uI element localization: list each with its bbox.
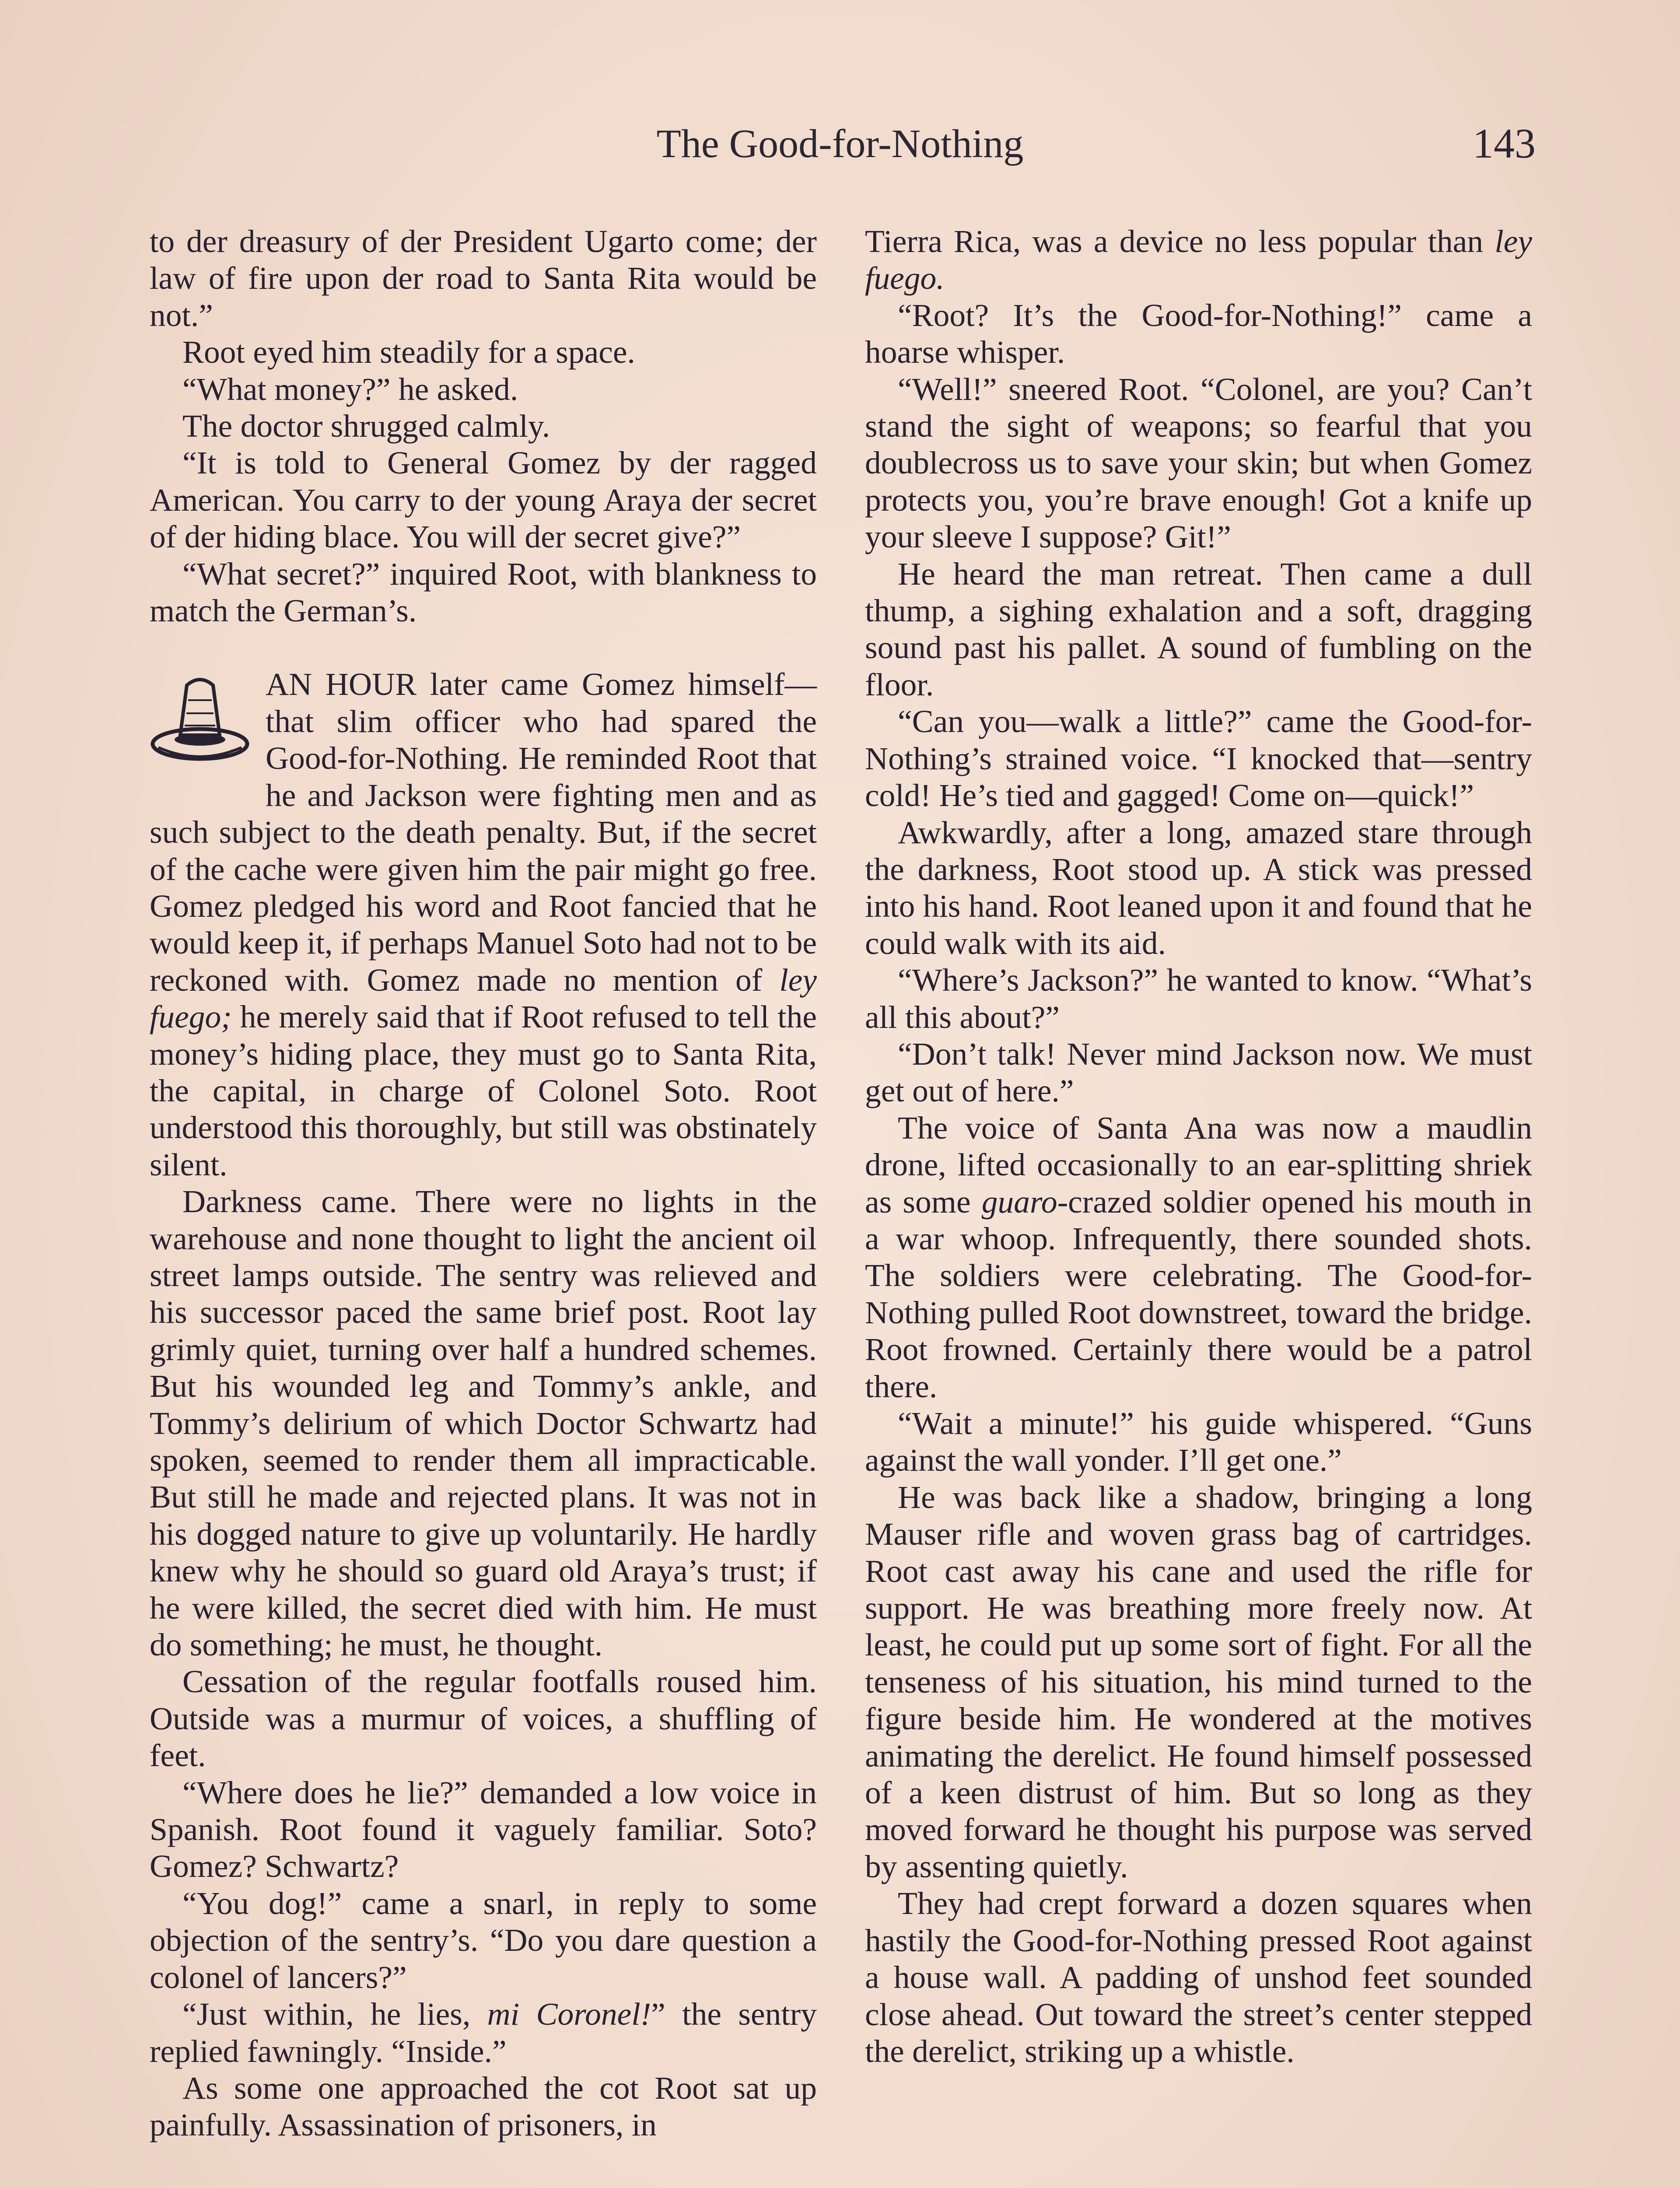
paragraph: to der dreasury of der President Ugarto come; der law of fire upon der road to Santa Rita would be not.” <box>150 224 817 333</box>
paragraph: As some one approached the cot Root sat up painfully. Assassination of prisoners, in <box>150 2070 817 2143</box>
left-column <box>150 223 817 2144</box>
paragraph: “Where does he lie?” demanded a low voice in Spanish. Root found it vaguely familiar. Soto? Gomez? Schwartz? <box>150 1774 817 1884</box>
paragraph: The voice of Santa Ana was now a maudlin drone, lifted occasionally to an ear-splitting shriek as some guaro-crazed soldier opened his mouth in a war whoop. Infrequently, there sounded shots. The soldiers were celebrating. The Good-for-Nothing pulled Root downstreet, toward the bridge. Root frowned. Certainly there would be a patrol there. <box>865 1110 1532 1404</box>
right-column <box>865 223 1532 2070</box>
paragraph: “What secret?” inquired Root, with blankness to match the German’s. <box>150 556 817 629</box>
paragraph: Darkness came. There were no lights in the warehouse and none thought to light the ancient oil street lamps outside. The sentry was relieved and his successor paced the same brief post. Root lay grimly quiet, turning over half a hundred schemes. But his wounded leg and Tommy’s ankle, and Tommy’s delirium of which Doctor Schwartz had spoken, seemed to render them all impracticable. But still he made and rejected plans. It was not in his dogged nature to give up voluntarily. He hardly knew why he should so guard old Araya’s trust; if he were killed, the secret died with him. He must do something; he must, he thought. <box>150 1184 817 1663</box>
paragraph: Root eyed him steadily for a space. <box>182 334 635 370</box>
sombrero-icon <box>150 670 250 780</box>
paragraph: The doctor shrugged calmly. <box>182 408 550 444</box>
paragraph: “It is told to General Gomez by der ragged American. You carry to der young Araya der secret of der hiding blace. You will der secret give?” <box>150 445 817 555</box>
lead-words: AN HOUR <box>266 666 417 702</box>
page-number: 143 <box>1473 120 1536 167</box>
paragraph-with-dropcap: AN HOUR later came Gomez himself—that slim officer who had spared the Good-for-Nothing. He reminded Root that he and Jackson were fighting men and as such subject to the death penalty. But, if the secret of the cache were given him the pair might go free. Gomez pledged his word and Root fancied that he would keep it, if perhaps Manuel Soto had not to be reckoned with. Gomez made no mention of ley fuego; he merely said that if Root refused to tell the money’s hiding place, they must go to Santa Rita, the capital, in charge of Colonel Soto. Root understood this thoroughly, but still was obstinately silent. <box>150 666 817 1182</box>
paragraph: “Root? It’s the Good-for-Nothing!” came a hoarse whisper. <box>865 297 1532 370</box>
paragraph: He heard the man retreat. Then came a dull thump, a sighing exhalation and a soft, dragging sound past his pallet. A sound of fumbling on the floor. <box>865 556 1532 702</box>
paragraph: “What money?” he asked. <box>182 371 518 407</box>
paragraph: “Where’s Jackson?” he wanted to know. “What’s all this about?” <box>865 962 1532 1035</box>
paragraph: “Well!” sneered Root. “Colonel, are you? Can’t stand the sight of weapons; so fearful that you doublecross us to save your skin; but when Gomez protects you, you’re brave enough! Got a knife up your sleeve I suppose? Git!” <box>865 371 1532 555</box>
paragraph: Tierra Rica, was a device no less popular than ley fuego. <box>865 224 1532 296</box>
paragraph: He was back like a shadow, bringing a long Mauser rifle and woven grass bag of cartridges. Root cast away his cane and used the rifle for support. He was breathing more freely now. At least, he could put up some sort of fight. For all the tenseness of his situation, his mind turned to the figure beside him. He wondered at the motives animating the derelict. He found himself possessed of a keen distrust of him. But so long as they moved forward he thought his purpose was served by assenting quietly. <box>865 1479 1532 1884</box>
paragraph: “Wait a minute!” his guide whispered. “Guns against the wall yonder. I’ll get one.” <box>865 1406 1532 1478</box>
paragraph: Cessation of the regular footfalls roused him. Outside was a murmur of voices, a shuffling of feet. <box>150 1664 817 1774</box>
paragraph: “Just within, he lies, mi Coronel!” the sentry replied fawningly. “Inside.” <box>150 1996 817 2069</box>
paragraph: “Don’t talk! Never mind Jackson now. We must get out of here.” <box>865 1036 1532 1109</box>
paragraph: They had crept forward a dozen squares when hastily the Good-for-Nothing pressed Root against a house wall. A padding of unshod feet sounded close ahead. Out toward the street’s center stepped the derelict, striking up a whistle. <box>865 1886 1532 2069</box>
paragraph: Awkwardly, after a long, amazed stare through the darkness, Root stood up. A stick was pressed into his hand. Root leaned upon it and found that he could walk with its aid. <box>865 814 1532 961</box>
paragraph: “Can you—walk a little?” came the Good-for-Nothing’s strained voice. “I knocked that—sentry cold! He’s tied and gagged! Come on—quick!” <box>865 704 1532 813</box>
running-title: The Good-for-Nothing <box>656 121 1024 166</box>
paragraph: “You dog!” came a snarl, in reply to some objection of the sentry’s. “Do you dare question a colonel of lancers?” <box>150 1885 817 1995</box>
